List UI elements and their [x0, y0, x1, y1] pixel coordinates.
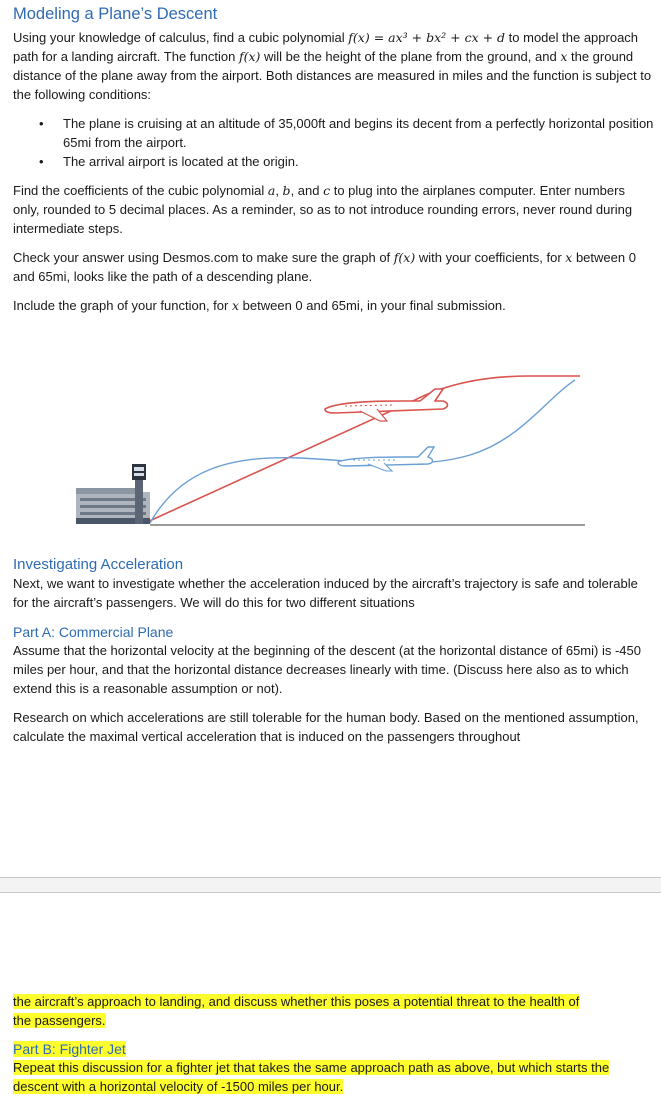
part-a-paragraph-1: Assume that the horizontal velocity at the beginning of the descent (at the horizontal distance of 65mi) is -450 miles per hour, and that the horizontal distance decreases linearly with time. (Discuss here also as to which extend this is a reasonable assumption or not). [13, 643, 641, 696]
part-a-title: Part A: Commercial Plane [13, 624, 174, 640]
cubic-formula: f(x) = ax³ + bx² + cx + d [348, 30, 506, 45]
descent-illustration [0, 340, 661, 540]
section-title: Investigating Acceleration [13, 556, 184, 573]
page-break-divider [0, 877, 661, 893]
coefficients-paragraph: Find the coefficients of the cubic polynomial a, b, and c to plug into the airplanes computer. Enter numbers only, rounded to 5 decimal places. As a reminder, so as to not introduce rounding errors, never round during intermediate steps. [13, 183, 633, 236]
part-b-paragraph: Repeat this discussion for a fighter jet that takes the same approach path as above, but which starts the descent with a horizontal velocity of -1500 miles per hour. [13, 1060, 610, 1094]
section-continuation [13, 992, 655, 1096]
conditions-list [13, 114, 655, 171]
red-descent-path [145, 376, 580, 523]
red-airplane-icon [325, 389, 448, 421]
section-plane-descent [13, 4, 655, 315]
acceleration-intro: Next, we want to investigate whether the acceleration induced by the aircraft’s trajectory is safe and tolerable for the aircraft’s passengers. We will do this for two different situations [13, 576, 638, 610]
part-a-continuation: the aircraft’s approach to landing, and discuss whether this poses a potential threat to the health of the passengers. [13, 994, 580, 1028]
list-item: • The arrival airport is located at the origin. [39, 154, 299, 169]
blue-airplane-icon [338, 447, 434, 471]
intro-paragraph: Using your knowledge of calculus, find a cubic polynomial f(x) = ax³ + bx² + cx + d to model the approach path for a landing aircraft. The function f(x) will be the height of the plane from the ground, and x the ground distance of the plane away from the airport. Both distances are measured in miles and the function is subject to the following conditions: [13, 30, 652, 102]
list-item: • The plane is cruising at an altitude of 35,000ft and begins its decent from a perfectly horizontal position 65mi from the airport. [39, 116, 654, 150]
include-paragraph: Include the graph of your function, for x between 0 and 65mi, in your final submission. [13, 298, 506, 313]
part-a-paragraph-2: Research on which accelerations are still tolerable for the human body. Based on the mentioned assumption, calculate the maximal vertical acceleration that is induced on the passengers throughout [13, 710, 639, 744]
section-acceleration [13, 555, 655, 746]
check-paragraph: Check your answer using Desmos.com to make sure the graph of f(x) with your coefficients, for x between 0 and 65mi, looks like the path of a descending plane. [13, 250, 636, 284]
airport-building-icon [76, 464, 150, 524]
section-title: Modeling a Plane’s Descent [13, 5, 218, 23]
part-b-title: Part B: Fighter Jet [13, 1041, 126, 1057]
